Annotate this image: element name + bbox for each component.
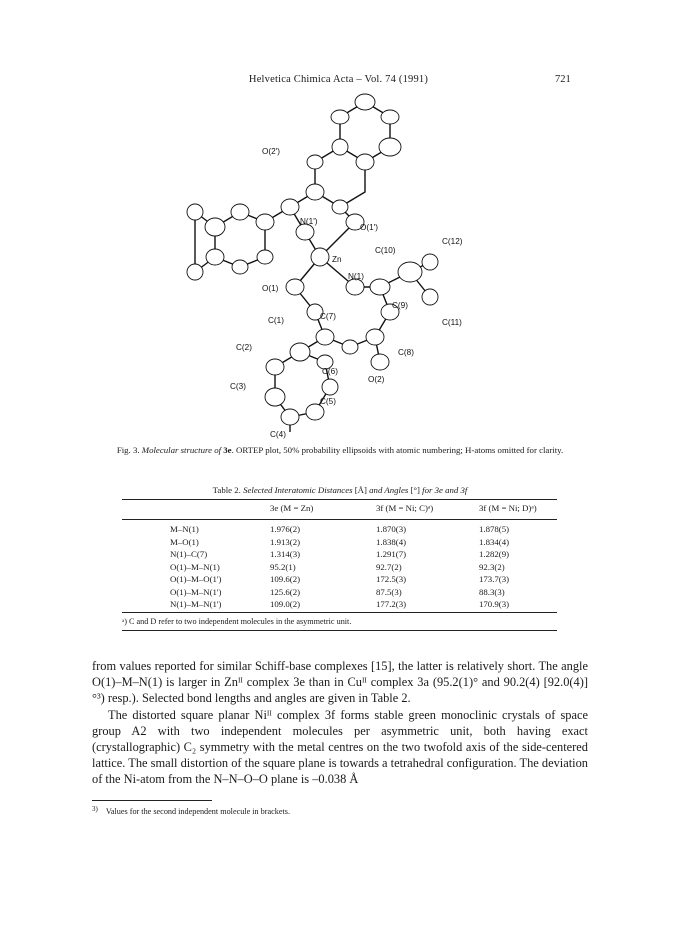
cell-value: 92.3(2) bbox=[479, 561, 505, 572]
table-row bbox=[122, 524, 557, 537]
cell-value: 92.7(2) bbox=[376, 561, 402, 572]
cell-value: 1.314(3) bbox=[270, 549, 301, 559]
table-row bbox=[122, 562, 557, 575]
cell-value: 1.913(2) bbox=[270, 536, 301, 547]
ellipsoids bbox=[187, 94, 438, 425]
body-text bbox=[92, 658, 588, 788]
atom-label: C(7) bbox=[320, 312, 336, 321]
table-row bbox=[122, 574, 557, 587]
cell-value: 1.878(5) bbox=[479, 524, 510, 534]
journal-title: Helvetica Chimica Acta – Vol. 74 (1991) bbox=[248, 74, 429, 85]
ortep-figure bbox=[180, 92, 500, 442]
page-number: 721 bbox=[555, 74, 571, 85]
table-header bbox=[122, 503, 557, 517]
molecule-drawing bbox=[180, 92, 500, 442]
cell-value: 172.5(3) bbox=[376, 574, 407, 584]
row-label: M–N(1) bbox=[170, 524, 199, 534]
cell-value: 170.9(3) bbox=[479, 599, 510, 609]
column-header: 3f (M = Ni; C)ᵃ) bbox=[376, 503, 434, 513]
caption-italic: Molecular structure of bbox=[141, 445, 224, 455]
caption-rest: . ORTEP plot, 50% probability ellipsoids with atomic numbering; H-atoms omitted for clarity. bbox=[231, 445, 564, 455]
running-header bbox=[0, 74, 677, 90]
caption-bold: 3e bbox=[223, 445, 232, 455]
row-label: M–O(1) bbox=[170, 536, 199, 547]
atom-label: N(1') bbox=[300, 217, 318, 226]
row-label: O(1)–M–N(1') bbox=[170, 586, 222, 597]
footnote-text: Values for the second independent molecule in brackets. bbox=[105, 807, 290, 816]
table-header-rule bbox=[122, 519, 557, 520]
atom-label: C(9) bbox=[392, 301, 408, 310]
cell-value: 1.282(9) bbox=[479, 549, 510, 559]
table-footnote: ᵃ) C and D refer to two independent molecules in the asymmetric unit. bbox=[122, 617, 352, 626]
table-title-end: for 3e and 3f bbox=[419, 485, 468, 495]
cell-value: 1.976(2) bbox=[270, 524, 301, 534]
table-row bbox=[122, 537, 557, 550]
atom-label: C(6) bbox=[322, 367, 338, 376]
row-label: N(1)–C(7) bbox=[170, 549, 208, 559]
atom-label: C(11) bbox=[442, 318, 462, 327]
table-row bbox=[122, 549, 557, 562]
cell-value: 109.0(2) bbox=[270, 599, 301, 609]
table-end-rule bbox=[122, 630, 557, 631]
table-row bbox=[122, 599, 557, 612]
atom-label: C(8) bbox=[398, 348, 414, 357]
paragraph: The distorted square planar Niᴵᴵ complex 3f forms stable green monoclinic crystals of space group A2 with two independent molecules per asymmetric unit, both having exact (crystallographic) C₂ symmetry with the metal centres on the two twofold axis of the side-centered lattice. The small distortion of the square plane is towards a tetrahedral configuration. The deviation of the Ni-atom from the N–N–O–O plane is –0.038 Å bbox=[92, 707, 588, 787]
table-body bbox=[122, 524, 557, 612]
cell-value: 1.291(7) bbox=[376, 549, 407, 559]
table-row bbox=[122, 587, 557, 600]
figure-caption bbox=[90, 444, 590, 456]
footnote-mark: 3) bbox=[92, 805, 98, 813]
caption-prefix: Fig. 3. bbox=[116, 445, 142, 455]
row-label: O(1)–M–N(1) bbox=[170, 561, 220, 572]
atom-label: Zn bbox=[332, 255, 342, 264]
row-label: N(1)–M–N(1') bbox=[170, 599, 222, 609]
cell-value: 88.3(3) bbox=[479, 586, 505, 597]
cell-value: 1.838(4) bbox=[376, 536, 407, 547]
atom-label: O(1') bbox=[360, 223, 378, 232]
cell-value: 87.5(3) bbox=[376, 586, 402, 597]
table-title-prefix: Table 2. bbox=[212, 485, 244, 495]
table-title-mid: and Angles bbox=[366, 485, 411, 495]
table-bottom-rule bbox=[122, 612, 557, 613]
atom-label: C(3) bbox=[230, 382, 246, 391]
atom-label: C(10) bbox=[375, 246, 396, 255]
footnote-rule bbox=[92, 800, 212, 801]
cell-value: 1.834(4) bbox=[479, 536, 510, 547]
table-title-italic: Selected Interatomic Distances bbox=[243, 485, 355, 495]
cell-value: 95.2(1) bbox=[270, 561, 296, 572]
page-footnote bbox=[92, 805, 588, 816]
table-title-unit: [Å] bbox=[354, 485, 367, 495]
atom-label: C(1) bbox=[268, 316, 284, 325]
atom-label: O(2) bbox=[368, 375, 385, 384]
row-label: O(1)–M–O(1') bbox=[170, 574, 222, 584]
atom-label: C(5) bbox=[320, 397, 336, 406]
atom-label: N(1) bbox=[348, 272, 364, 281]
atom-label: C(12) bbox=[442, 237, 463, 246]
paragraph: from values reported for similar Schiff-base complexes [15], the latter is relatively short. The angle O(1)–M–N(1) is larger in Znᴵᴵ complex 3e than in Cuᴵᴵ complex 3a (95.2(1)° and 90.2(4) [92.0(4)]°³) resp.). Selected bond lengths and angles are given in Table 2. bbox=[92, 659, 588, 706]
column-header: 3f (M = Ni; D)ᵃ) bbox=[479, 503, 537, 513]
column-header: 3e (M = Zn) bbox=[270, 503, 314, 513]
table-top-rule bbox=[122, 499, 557, 500]
cell-value: 125.6(2) bbox=[270, 586, 301, 597]
cell-value: 173.7(3) bbox=[479, 574, 510, 584]
cell-value: 109.6(2) bbox=[270, 574, 301, 584]
table-title-unit2: [°] bbox=[410, 485, 420, 495]
cell-value: 1.870(3) bbox=[376, 524, 407, 534]
atom-label: O(1) bbox=[262, 284, 279, 293]
atom-label: C(4) bbox=[270, 430, 286, 439]
atom-label: O(2') bbox=[262, 147, 280, 156]
cell-value: 177.2(3) bbox=[376, 599, 407, 609]
atom-label: C(2) bbox=[236, 343, 252, 352]
table-title bbox=[90, 485, 590, 495]
